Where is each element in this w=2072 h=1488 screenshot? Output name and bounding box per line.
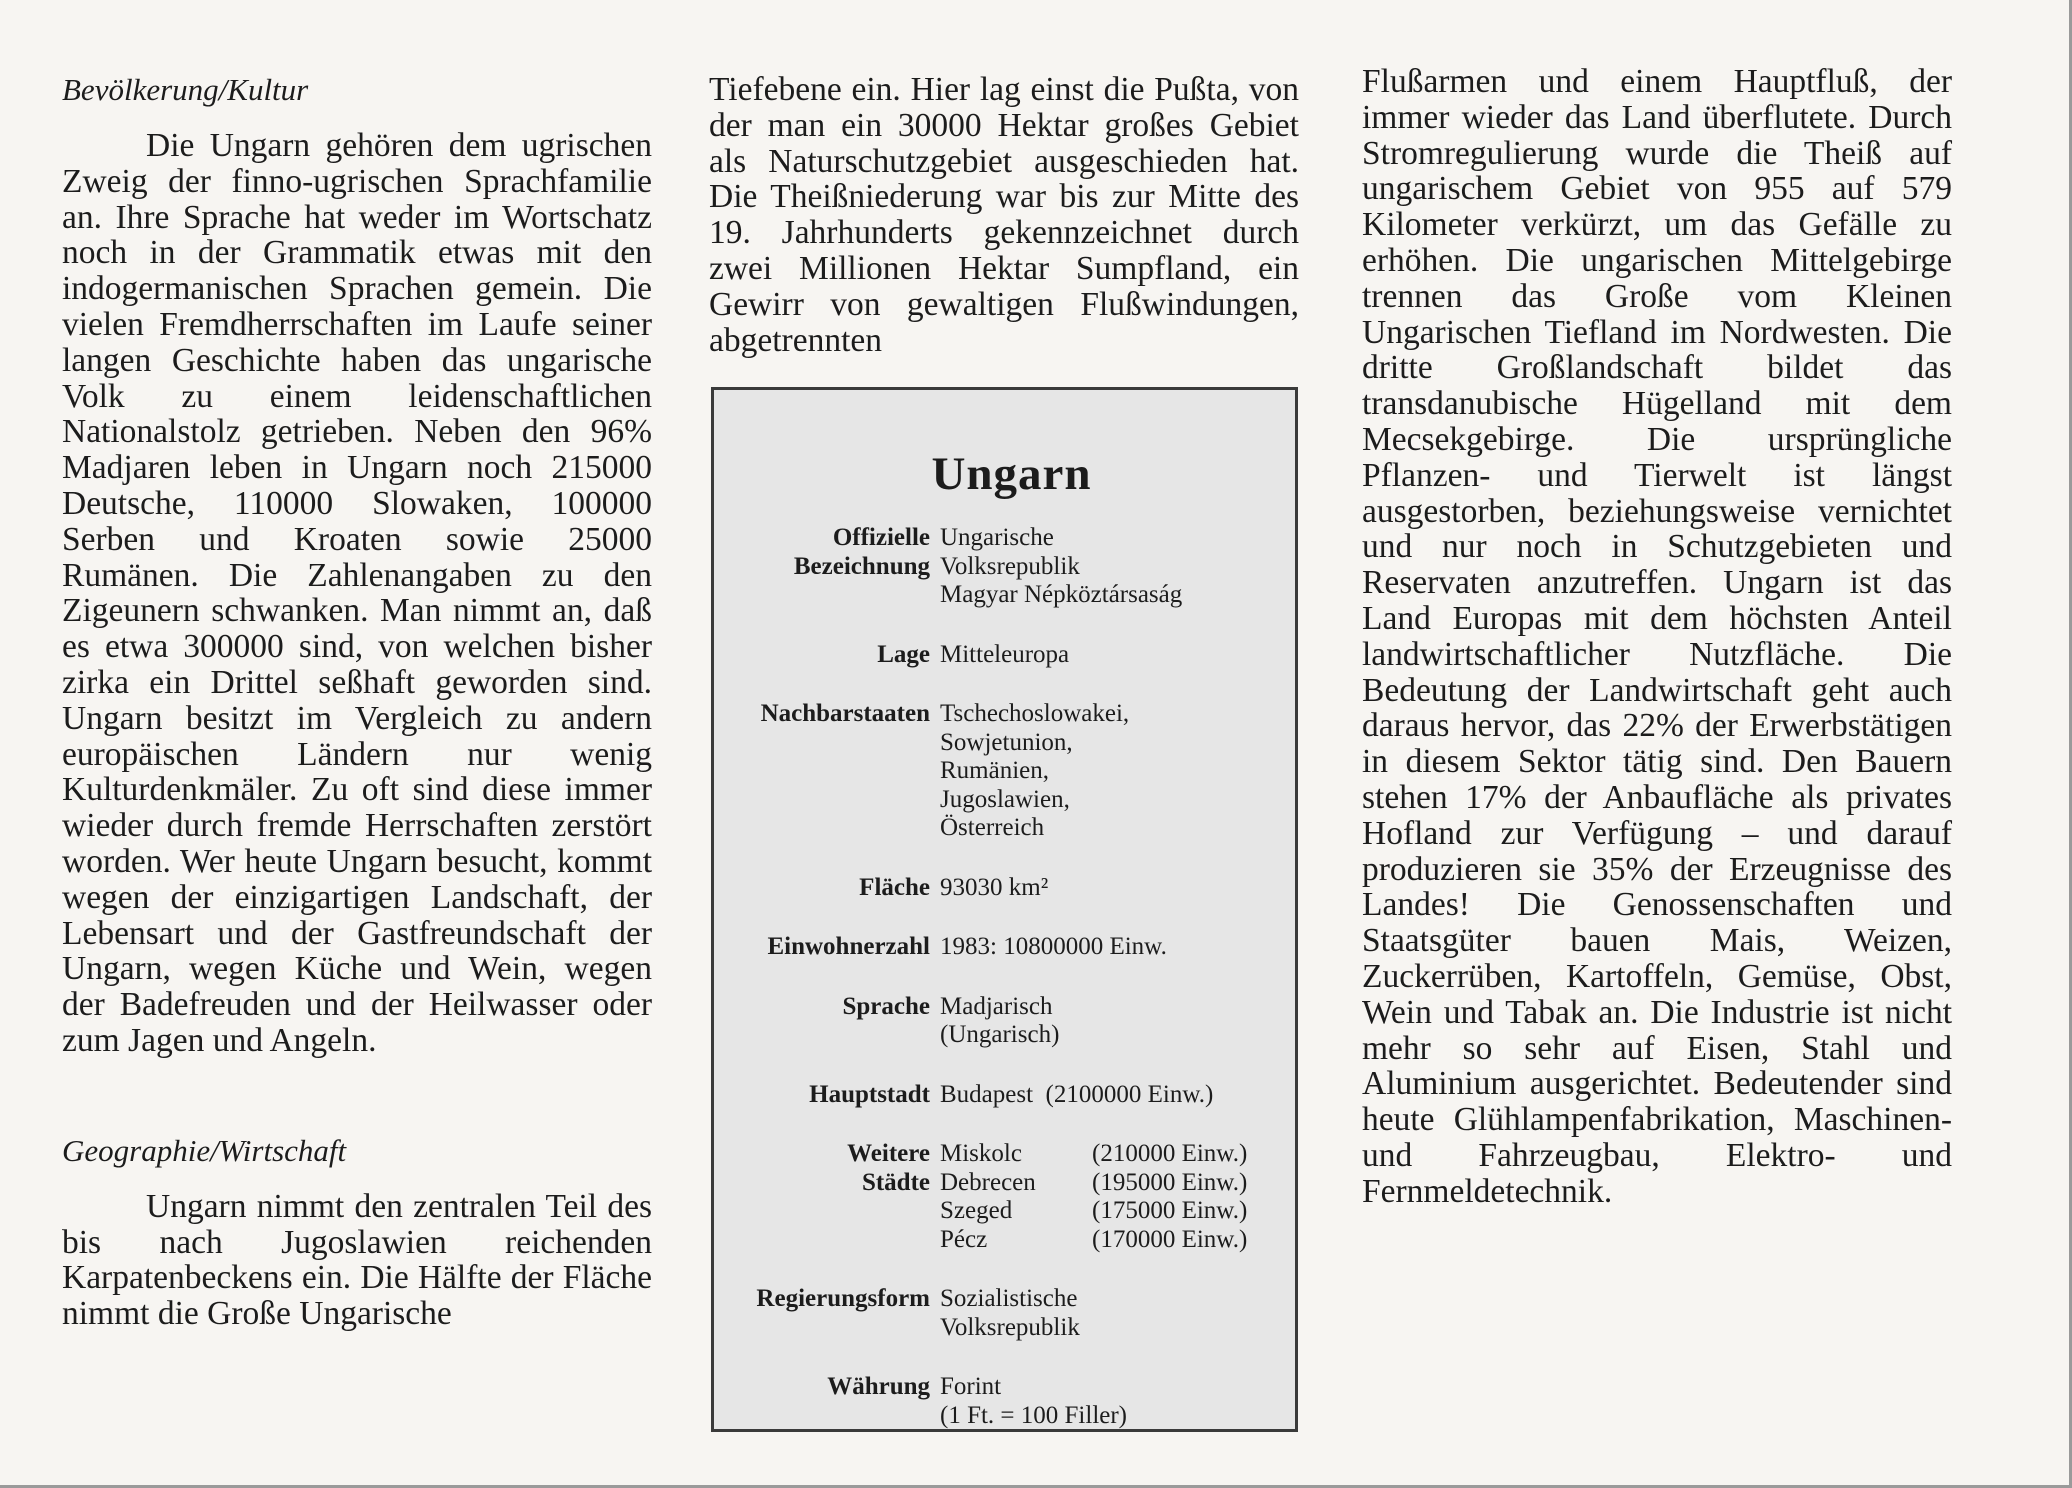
fact-label xyxy=(714,524,940,610)
fact-value: Budapest (2100000 Einw.) xyxy=(940,1080,1214,1108)
fact-label-line: Offizielle xyxy=(832,524,930,551)
fact-label-line: Weitere xyxy=(847,1140,930,1167)
fact-row-currency xyxy=(714,1373,1295,1430)
fact-label-line: Städte xyxy=(861,1168,930,1196)
neighbor-country: Sowjetunion, xyxy=(940,728,1073,756)
fact-label: Hauptstadt xyxy=(809,1080,930,1108)
fact-value-line: Magyar Népköztársaság xyxy=(940,581,1183,608)
fact-row-population xyxy=(714,933,1295,962)
fact-value-line: Ungarische xyxy=(940,524,1054,551)
fact-label: Lage xyxy=(877,640,930,668)
fact-value-line: (1 Ft. = 100 Filler) xyxy=(940,1401,1128,1429)
fact-value: 1983: 10800000 Einw. xyxy=(940,933,1167,960)
fact-row-language xyxy=(714,993,1295,1050)
text-column-middle xyxy=(709,72,1299,358)
paragraph-geography-start: Ungarn nimmt den zentralen Teil des bis nach Jugoslawien reichenden Karpatenbeckens ein. Die Hälfte der Fläche nimmt die Große Ungarische xyxy=(62,1187,652,1333)
fact-row-other-cities xyxy=(714,1140,1295,1254)
paragraph-geography-end: Flußarmen und einem Hauptfluß, der immer wieder das Land überflutete. Durch Stromregulierung wurde die Theiß auf ungarischem Gebiet von 955 auf 579 Kilometer verkürzt, um das Gefälle zu erhöhen. Die ungarischen Mittelgebirge trennen das Große vom Kleinen Ungarischen Tiefland im Nordwesten. Die dritte Großlandschaft bildet das transdanubische Hügelland mit dem Mecsekgebirge. Die ursprüngliche Pflanzen- und Tierwelt ist längst ausgestorben, beziehungsweise vernichtet und nur noch in Schutzgebieten und Reservaten anzutreffen. Ungarn ist das Land Europas mit dem höchsten Anteil landwirtschaftlicher Nutzfläche. Die Bedeutung der Landwirtschaft geht auch daraus hervor, das 22% der Erwerbstätigen in diesem Sektor tätig sind. Den Bauern stehen 17% der Anbaufläche als privates Hofland zur Verfügung – und darauf produzieren sie 35% der Erzeugnisse des Landes! Die Genossenschaften und Staatsgüter bauen Mais, Weizen, Zuckerrüben, Kartoffeln, Gemüse, Obst, Wein und Tabak an. Die Industrie ist nicht mehr so sehr auf Eisen, Stahl und Aluminium ausgerichtet. Bedeutender sind heute Glühlampenfabrikation, Maschinen- und Fahrzeugbau, Elektro- und Fernmeldetechnik. xyxy=(1362,63,1952,1210)
text-column-left xyxy=(62,72,652,1332)
section-heading-geography-economy: Geographie/Wirtschaft xyxy=(62,1132,347,1168)
neighbor-country: Rumänien, xyxy=(940,757,1050,784)
city-row xyxy=(940,1226,1295,1255)
fact-row-official-name xyxy=(714,524,1295,610)
fact-row-location xyxy=(714,641,1295,670)
city-population: (210000 Einw.) xyxy=(1092,1140,1248,1167)
fact-value: 93030 km² xyxy=(940,873,1049,901)
fact-label: Währung xyxy=(827,1373,930,1400)
city-population: (170000 Einw.) xyxy=(1092,1225,1248,1253)
fact-value xyxy=(940,1140,1295,1254)
fact-value-line: (Ungarisch) xyxy=(940,1021,1060,1048)
fact-value-line: Volksrepublik xyxy=(940,1313,1080,1341)
fact-label: Nachbarstaaten xyxy=(760,700,930,727)
fact-row-neighbors xyxy=(714,700,1295,843)
fact-list xyxy=(714,524,1295,1430)
fact-label: Einwohnerzahl xyxy=(767,933,930,960)
fact-row-area xyxy=(714,874,1295,903)
neighbor-country: Jugoslawien, xyxy=(940,785,1070,813)
fact-label-line: Bezeichnung xyxy=(793,552,930,580)
city-name: Szeged xyxy=(940,1197,1013,1224)
fact-label: Regierungsform xyxy=(756,1285,930,1312)
city-population: (195000 Einw.) xyxy=(1092,1168,1248,1196)
neighbor-country: Tschechoslowakei, xyxy=(940,700,1130,727)
city-name: Miskolc xyxy=(940,1140,1022,1167)
fact-value xyxy=(940,1373,1295,1430)
city-name: Pécz xyxy=(940,1225,988,1253)
fact-box-title: Ungarn xyxy=(931,448,1092,500)
fact-value xyxy=(940,524,1295,610)
paragraph-geography-middle: Tiefebene ein. Hier lag einst die Pußta, von der man ein 30000 Hektar großes Gebiet als Naturschutzgebiet ausgeschieden hat. Die Theißniederung war bis zur Mitte des 19. Jahrhunderts gekennzeichnet durch zwei Millionen Hektar Sumpfland, ein Gewirr von gewaltigen Flußwindungen, abgetrennten xyxy=(709,71,1299,359)
fact-value xyxy=(940,700,1295,843)
fact-label: Sprache xyxy=(842,992,930,1020)
fact-row-capital xyxy=(714,1081,1295,1110)
fact-value-line: Sozialistische xyxy=(940,1285,1078,1312)
city-row xyxy=(940,1140,1295,1169)
paragraph-population-culture: Die Ungarn gehören dem ugrischen Zweig der finno-ugrischen Sprachfamilie an. Ihre Sprache hat weder im Wortschatz noch in der Grammatik etwas mit den indogermanischen Sprachen gemein. Die vielen Fremdherrschaften im Laufe seiner langen Geschichte haben das ungarische Volk zu einem leidenschaftlichen Nationalstolz getrieben. Neben den 96% Madjaren leben in Ungarn noch 215000 Deutsche, 110000 Slowaken, 100000 Serben und Kroaten sowie 25000 Rumänen. Die Zahlenangaben zu den Zigeunern schwanken. Man nimmt an, daß es etwa 300000 sind, von welchen bisher zirka ein Drittel seßhaft geworden sind. Ungarn besitzt im Vergleich zu andern europäischen Ländern nur wenig Kulturdenkmäler. Zu oft sind diese immer wieder durch fremde Herrschaften zerstört worden. Wer heute Ungarn besucht, kommt wegen der einzigartigen Landschaft, der Lebensart und der Gastfreundschaft der Ungarn, wegen Küche und Wein, wegen der Badefreuden und der Heilwasser oder zum Jagen und Angeln. xyxy=(62,127,652,1059)
fact-value-line: Forint xyxy=(940,1373,1002,1400)
fact-label: Fläche xyxy=(859,873,930,901)
fact-row-government xyxy=(714,1285,1295,1342)
neighbor-country: Österreich xyxy=(940,814,1045,841)
fact-value-line: Volksrepublik xyxy=(940,552,1080,580)
city-population: (175000 Einw.) xyxy=(1092,1197,1248,1224)
fact-label xyxy=(714,1140,940,1254)
country-fact-box xyxy=(711,387,1298,1432)
section-heading-population-culture: Bevölkerung/Kultur xyxy=(62,72,309,107)
fact-value xyxy=(940,993,1295,1050)
city-row xyxy=(940,1169,1295,1198)
fact-value-line: Madjarisch xyxy=(940,992,1053,1020)
text-column-right xyxy=(1362,64,1952,1210)
city-row xyxy=(940,1197,1295,1226)
fact-value xyxy=(940,1285,1295,1342)
city-name: Debrecen xyxy=(940,1168,1036,1196)
fact-value: Mitteleuropa xyxy=(940,640,1070,668)
